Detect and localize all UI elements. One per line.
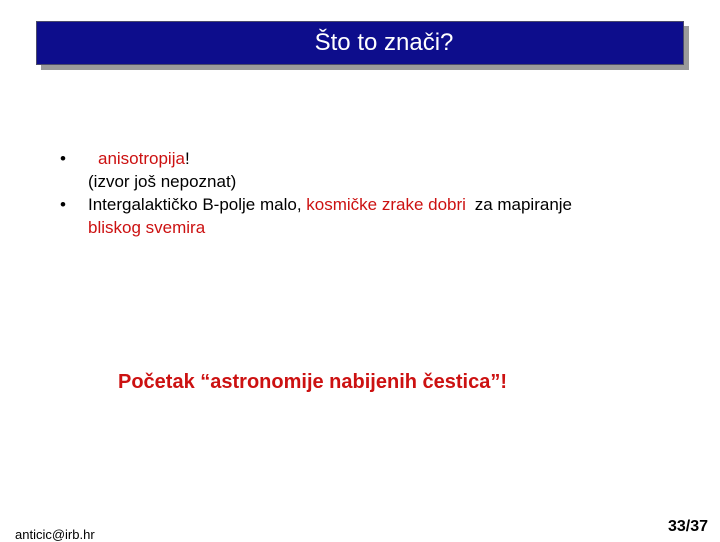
bullet-item-magnetic-field	[60, 193, 700, 239]
anisotropy-text: anisotropija	[98, 149, 185, 168]
mapping-text: za mapiranje	[474, 195, 573, 214]
magnetic-field-text: Intergalaktičko B-polje malo,	[88, 195, 307, 214]
bullet-icon: •	[60, 149, 66, 168]
footer-email: anticic@irb.hr	[15, 527, 95, 542]
bullet-icon: •	[60, 195, 66, 214]
bullet-list	[60, 147, 700, 239]
source-unknown-text: (izvor još nepoznat)	[88, 172, 237, 191]
title-bar	[36, 21, 684, 65]
cosmic-rays-text: kosmičke zrake dobri	[306, 195, 466, 214]
anisotropy-exclamation: !	[184, 149, 190, 168]
page-number: 33/37	[667, 518, 708, 535]
slide-title: Što to znači?	[314, 29, 454, 56]
conclusion-text: Početak “astronomije nabijenih čestica”!	[118, 371, 508, 393]
bullet-item-anisotropy	[60, 147, 700, 193]
nearby-universe-text: bliskog svemira	[88, 218, 206, 237]
